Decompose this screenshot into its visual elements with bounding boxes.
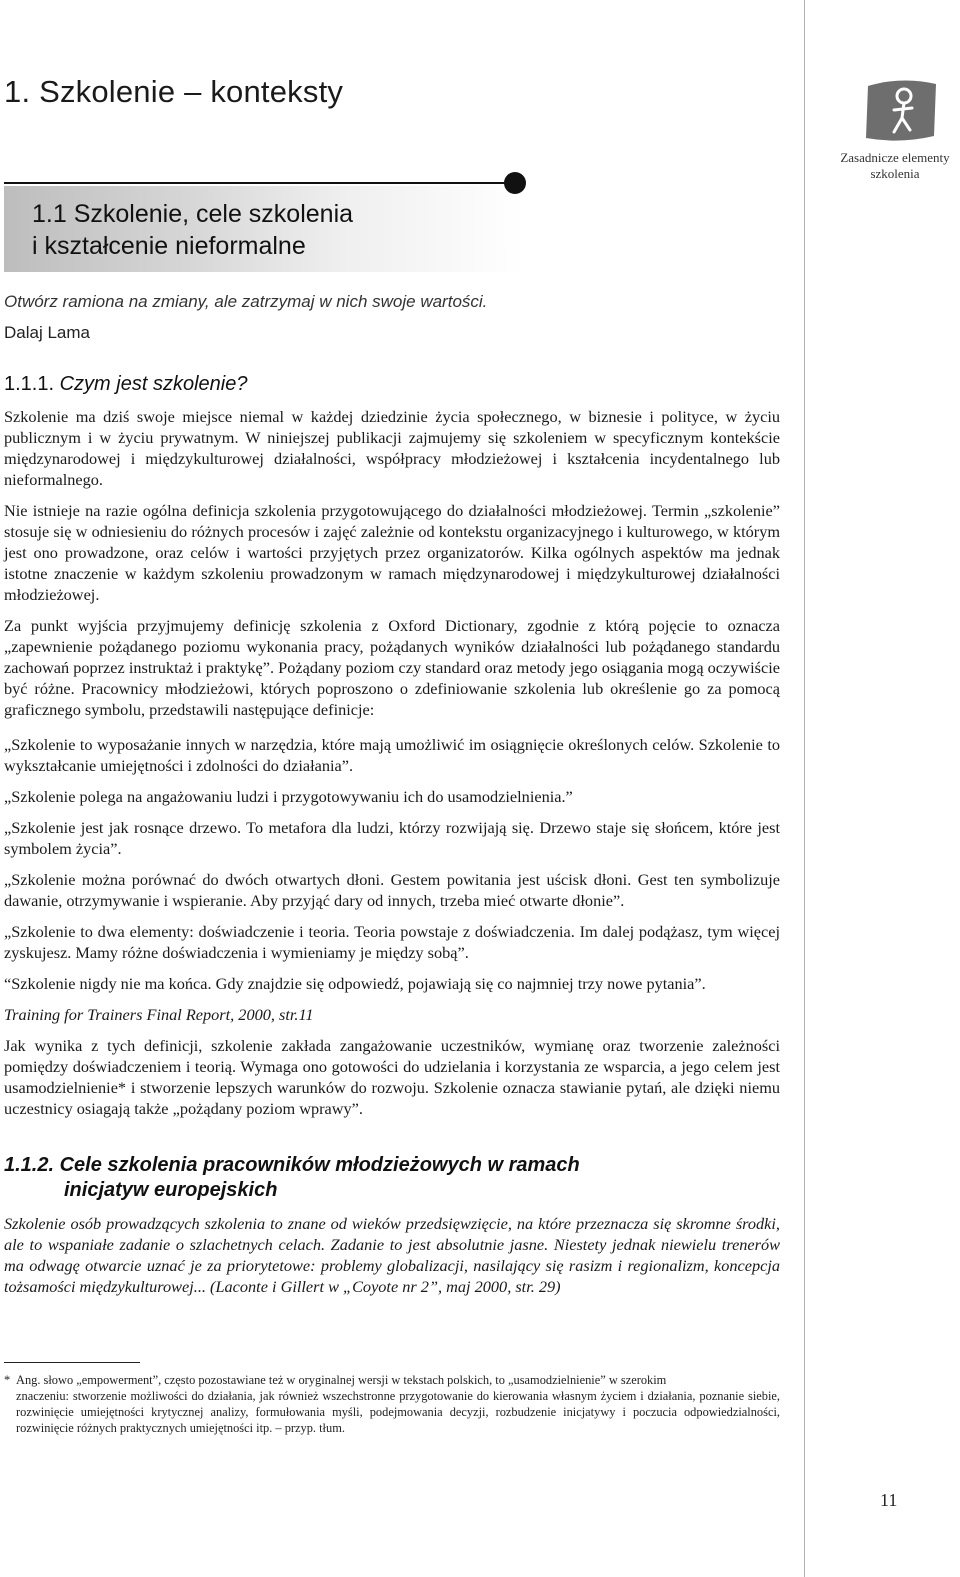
definition-quote: „Szkolenie można porównać do dwóch otwartych dłoni. Gestem powitania jest uścisk dłoni. Gest ten symbolizuje dawanie, otrzymywanie i wspieranie. Aby przyjąć dary od innych, trzeba mieć otwarte dłonie”. <box>4 870 780 910</box>
definition-quote: „Szkolenie to wyposażanie innych w narzędzia, które mają umożliwić im osiągnięcie określonych celów. Szkolenie to wykształcanie umiejętności i zdolności do działania”. <box>4 735 780 775</box>
banner-rule <box>4 182 514 184</box>
subsection-heading-2 <box>4 1153 780 1203</box>
chapter-title: 1. Szkolenie – konteksty <box>4 74 344 109</box>
paragraph: Jak wynika z tych definicji, szkolenie zakłada zangażowanie uczestników, wymianę oraz tworzenie zależności pomiędzy doświadczeniem i teorią. Wymaga ono gotowości do udzielania i korzystania ze wsparcia, a jego celem jest usamodzielnienie* i stworzenie lepszych warunków do rozwoju. Szkolenie oznacza stawianie pytań, ale dzięki niemu uczestnicy osiagają także „pożądany poziom wprawy”. <box>4 1036 780 1118</box>
paragraph: Nie istnieje na razie ogólna definicja szkolenia przygotowującego do działalności młodzieżowej. Termin „szkolenie” stosuje się w odniesieniu do różnych procesów i zajęć zależnie od kontekstu organizacyjnego i kulturowego, w którym jest ono prowadzone, oraz celów i wartości przyjętych przez organizatorów. Kilka ogólnych aspektów ma jednak istotne znaczenie w każdym szkoleniu prowadzonym w ramach międzynarodowej i międzykulturowej działalności młodzieżowej. <box>4 501 780 604</box>
main-content <box>4 372 780 1297</box>
banner-dot <box>504 172 526 194</box>
sidebar <box>806 0 960 200</box>
motto-quote: Otwórz ramiona na zmiany, ale zatrzymaj w nich swoje wartości. <box>4 292 488 311</box>
definition-quote: “Szkolenie nigdy nie ma końca. Gdy znajdzie się odpowiedź, pojawiają się co najmniej trzy nowe pytania”. <box>4 974 706 993</box>
footnote <box>4 1372 780 1436</box>
subsection-2-intro: Szkolenie osób prowadzących szkolenia to znane od wieków przedsięwzięcie, na które przeznacza się skromne środki, ale to wspaniałe zadanie o szlachetnych celach. Zadanie to jest absolutnie jasne. Niestety jednak niewielu trenerów ma odwagę otwarcie uznać je za priorytetowe: problemy globalizacji, nasilający się rasizm i regionalizm, koncepcja tożsamości międzykulturowej... (Laconte i Gillert w „Coyote nr 2”, maj 2000, str. 29) <box>4 1214 780 1296</box>
definition-quote: „Szkolenie to dwa elementy: doświadczenie i teoria. Teoria powstaje z doświadczenia. Im dalej podążasz, tym więcej zyskujesz. Mamy różne doświadczenia i wymieniamy je między sobą”. <box>4 922 780 962</box>
definition-quote: „Szkolenie polega na angażowaniu ludzi i przygotowywaniu ich do usamodzielnienia.” <box>4 787 573 806</box>
figure-on-sign-icon <box>864 78 940 144</box>
subsection-heading-1 <box>4 372 780 396</box>
subsection-number: 1.1.1. <box>4 373 55 395</box>
paragraph: Szkolenie ma dziś swoje miejsce niemal w każdej dziedzinie życia społecznego, w biznesie i polityce, w życiu publicznym i w życiu prywatnym. W niniejszej publikacji zajmujemy się szkoleniem w specyficznym kontekście międzynarodowej i międzykulturowej działalności, współpracy młodzieżowej i kształcenia incydentalnego lub nieformalnego. <box>4 407 780 489</box>
section-banner <box>4 182 524 272</box>
margin-divider <box>804 0 805 1577</box>
footnote-rest: znaczeniu: stworzenie możliwości do działania, jak również wszechstronne przygotowanie do kierowania własnym życiem i działania, poznanie siebie, rozwinięcie umiejętności krytycznej analizy, formułowania myśli, podejmowania decyzji, rozbudzenie inicjatywy i poczucia odpowiedzialności, rozwinięcie różnych praktycznych umiejętności itp. – przyp. tłum. <box>16 1389 780 1435</box>
footnote-mark: * <box>4 1373 11 1387</box>
paragraph: Za punkt wyjścia przyjmujemy definicję szkolenia z Oxford Dictionary, zgodnie z którą pojęcie to oznacza „zapewnienie pożądanego poziomu wykonania pracy, pożądanych wyników działalności lub pożądanego standardu zachowań poprzez instruktaż i praktykę”. Pożądany poziom czy standard oraz metody jego osiągania mogą oczywiście być różne. Pracownicy młodzieżowi, których poproszono o zdefiniowanie szkolenia lub określenie go za pomocą graficznego symbolu, przedstawili następujące definicje: <box>4 616 780 719</box>
sidebar-caption: Zasadnicze elementy szkolenia <box>840 150 950 181</box>
subsection-2-title-line1: Cele szkolenia pracowników młodzieżowych w ramach <box>59 1154 580 1176</box>
page-number: 11 <box>880 1490 898 1510</box>
section-title-line2: i kształcenie nieformalne <box>32 232 306 260</box>
footnote-line1: Ang. słowo „empowerment”, często pozostawiane też w oryginalnej wersji w tekstach polskich, to „usamodzielnienie” w szerokim <box>16 1373 667 1387</box>
subsection-title: Czym jest szkolenie? <box>59 373 248 395</box>
motto-author: Dalaj Lama <box>4 323 90 342</box>
section-title <box>32 198 353 262</box>
subsection-2-title-line2: inicjatyw europejskich <box>64 1179 278 1201</box>
footnote-rule <box>4 1362 140 1363</box>
motto <box>4 292 794 343</box>
definition-quote: „Szkolenie jest jak rosnące drzewo. To metafora dla ludzi, którzy rozwijają się. Drzewo staje się słońcem, które jest symbolem życia”. <box>4 818 780 858</box>
source-citation: Training for Trainers Final Report, 2000, str.11 <box>4 1005 314 1024</box>
subsection-2-number: 1.1.2. <box>4 1154 55 1176</box>
section-title-line1: 1.1 Szkolenie, cele szkolenia <box>32 200 354 228</box>
